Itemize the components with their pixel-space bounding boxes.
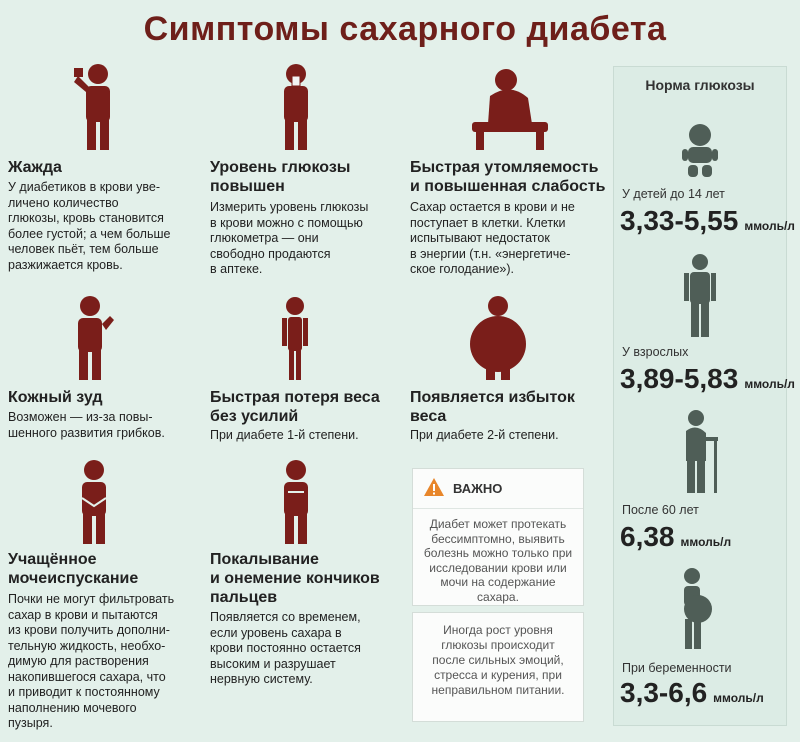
symptom-title: Быстрая потеря веса без усилий xyxy=(210,389,380,425)
norm-value: 3,33-5,55 ммоль/л xyxy=(620,205,795,236)
tired-person-icon xyxy=(472,62,548,152)
pregnant-icon xyxy=(676,567,716,656)
norm-label: При беременности xyxy=(622,661,732,675)
norm-label: У взрослых xyxy=(622,345,689,359)
norm-title: Норма глюкозы xyxy=(645,77,755,93)
numb-fingers-person-icon xyxy=(276,458,316,546)
symptom-text: У диабетиков в крови уве- личено количество глюкозы, кровь становится более густой; а чем больше человек пьёт, тем больше разжижается кровь. xyxy=(8,180,171,272)
warning-icon xyxy=(423,477,445,500)
norm-value: 6,38 ммоль/л xyxy=(620,521,732,552)
norm-label: После 60 лет xyxy=(622,503,699,517)
symptom-title: Покалывание и онемение кончиков пальцев xyxy=(210,551,380,606)
symptom-text: Возможен — из-за повы- шенного развития грибков. xyxy=(8,410,165,440)
urination-person-icon xyxy=(72,458,116,546)
norm-label: У детей до 14 лет xyxy=(622,187,725,201)
norm-value: 3,3-6,6 ммоль/л xyxy=(620,677,764,708)
symptom-text: При диабете 2-й степени. xyxy=(410,428,559,442)
glucose-norm-panel xyxy=(613,66,795,726)
elderly-icon xyxy=(680,409,720,500)
norm-value: 3,89-5,83 ммоль/л xyxy=(620,363,795,394)
symptom-title: Уровень глюкозы повышен xyxy=(210,159,351,195)
itching-person-icon xyxy=(70,294,114,382)
symptom-title: Быстрая утомляемость и повышенная слабость xyxy=(410,159,606,195)
drinking-person-icon xyxy=(68,62,124,152)
symptom-title: Жажда xyxy=(8,159,62,176)
page-title: Симптомы сахарного диабета xyxy=(143,10,667,48)
note-box xyxy=(412,612,584,722)
symptom-title: Появляется избыток веса xyxy=(410,389,575,425)
note-text: Иногда рост уровня глюкозы происходит после сильных эмоций, стресса и курения, при неправильном питании. xyxy=(431,623,565,697)
symptom-text: При диабете 1-й степени. xyxy=(210,428,359,442)
thin-person-icon xyxy=(278,294,312,382)
important-header xyxy=(413,469,583,509)
symptom-text: Почки не могут фильтровать сахар в крови и пытаются из крови получить дополни- тельную жидкость, необхо- димую для растворения накопившегося сахара, что и приводит к постоянному наполнению мочевого пузыря. xyxy=(8,592,175,730)
important-label: ВАЖНО xyxy=(453,481,503,496)
symptom-text: Сахар остается в крови и не поступает в клетки. Клетки испытывают недостаток в энергии (т.н. «энергетиче- ское голодание»). xyxy=(410,200,575,276)
adult-icon xyxy=(684,253,716,344)
overweight-person-icon xyxy=(468,294,528,382)
important-box xyxy=(412,468,584,606)
symptom-text: Появляется со временем, если уровень сахара в крови постоянно остается высоким и разрушает нервную систему. xyxy=(210,610,361,686)
baby-icon xyxy=(680,123,720,184)
symptom-title: Кожный зуд xyxy=(8,389,103,406)
important-text: Диабет может протекать бессимптомно, выявить болезнь можно только при исследовании крови или мочи на содержание сахара. xyxy=(423,517,573,604)
glucometer-person-icon xyxy=(276,62,316,152)
symptom-text: Измерить уровень глюкозы в крови можно с помощью глюкометра — они свободно продаются в аптеке. xyxy=(210,200,369,276)
symptom-title: Учащённое мочеиспускание xyxy=(8,551,139,587)
